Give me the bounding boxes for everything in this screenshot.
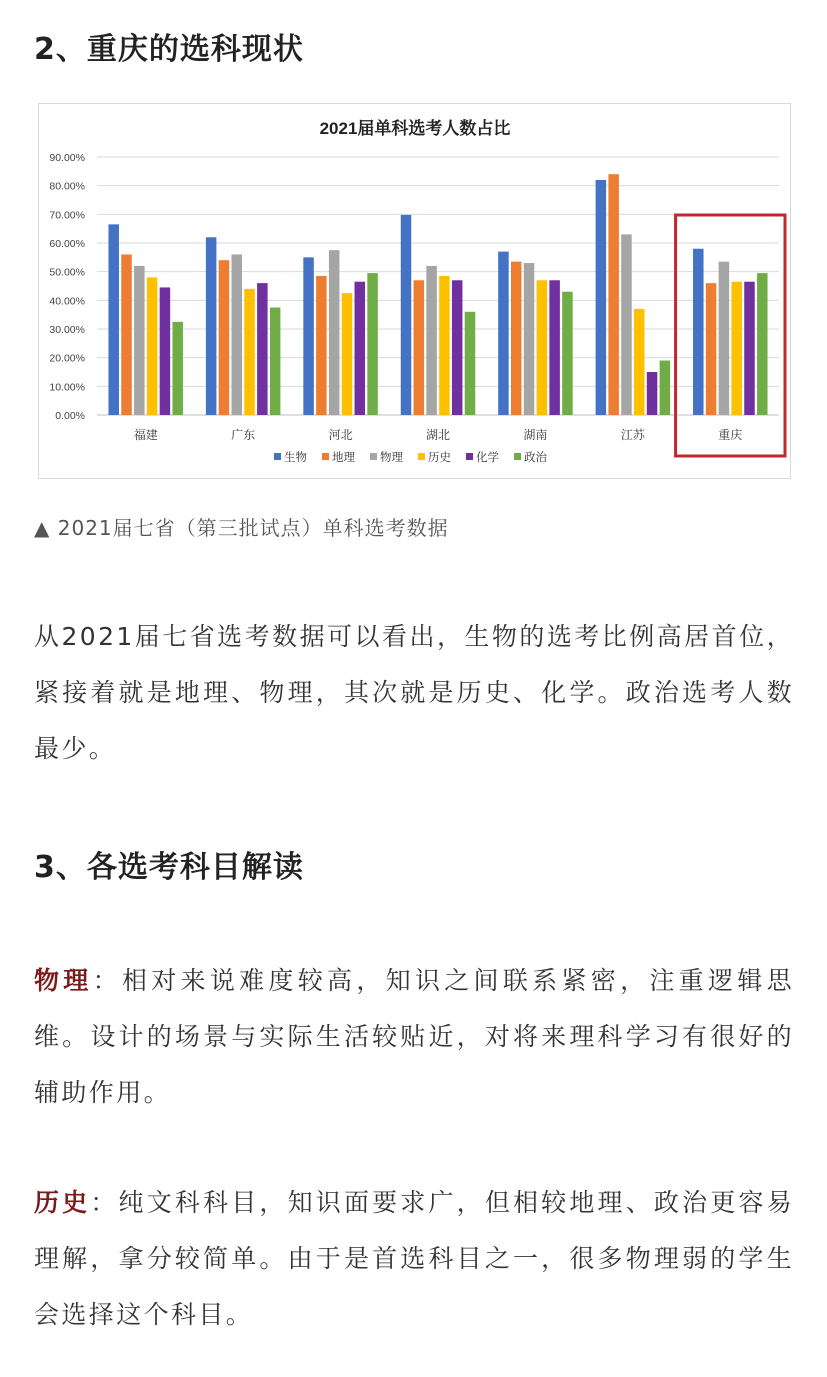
bar (303, 257, 314, 415)
chart-svg (39, 104, 792, 480)
bar (596, 180, 607, 415)
bar (744, 282, 755, 415)
bar (608, 174, 619, 415)
bar (257, 283, 268, 415)
bar (355, 282, 366, 415)
y-tick-label: 90.00% (49, 152, 85, 164)
bar (524, 263, 535, 415)
bar (537, 280, 548, 415)
y-tick-label: 50.00% (49, 266, 85, 279)
history-description: ：纯文科科目，知识面要求广，但相较地理、政治更容易理解，拿分较简单。由于是首选科目之一，很多物理弱的学生会选择这个科目。 (34, 1188, 794, 1329)
bar (121, 254, 132, 415)
bar (342, 293, 353, 415)
legend-label: 物理 (380, 450, 403, 464)
legend-swatch (418, 453, 425, 460)
y-tick-label: 80.00% (49, 180, 85, 193)
category-label: 河北 (328, 428, 353, 442)
legend-label: 历史 (428, 450, 451, 464)
bar (108, 224, 119, 415)
bar (231, 254, 242, 415)
bar (426, 266, 437, 415)
physics-term: 物理 (34, 966, 93, 995)
physics-paragraph (34, 953, 794, 1121)
chart-caption: ▲ 2021届七省（第三批试点）单科选考数据 (34, 516, 449, 540)
bar (562, 292, 573, 415)
bar (329, 250, 340, 415)
legend-label: 地理 (332, 450, 355, 464)
bar (634, 309, 645, 415)
bar (270, 308, 281, 416)
bar (549, 280, 560, 415)
bar (134, 266, 145, 415)
bar (414, 280, 425, 415)
bar (719, 262, 730, 415)
legend-label: 化学 (476, 450, 499, 464)
legend-swatch (514, 453, 521, 460)
category-label: 湖南 (523, 428, 548, 442)
bar (316, 276, 327, 415)
legend-swatch (466, 453, 473, 460)
bar (452, 280, 463, 415)
section-heading-3: 3、各选考科目解读 (34, 850, 304, 885)
y-tick-label: 70.00% (49, 209, 85, 222)
bar (172, 322, 183, 415)
y-tick-label: 40.00% (49, 295, 85, 308)
bar (706, 283, 717, 415)
bar (401, 215, 412, 415)
history-paragraph (34, 1175, 794, 1343)
legend-swatch (370, 453, 377, 460)
legend-swatch (322, 453, 329, 460)
chart-title: 2021届单科选考人数占比 (319, 119, 511, 138)
y-tick-label: 0.00% (55, 410, 85, 422)
bar (206, 237, 217, 415)
bar (693, 249, 704, 415)
category-label: 湖北 (425, 428, 451, 442)
section-heading-2: 2、重庆的选科现状 (34, 32, 304, 67)
bar (244, 289, 255, 415)
physics-description: ：相对来说难度较高，知识之间联系紧密，注重逻辑思维。设计的场景与实际生活较贴近，对将来理科学习有很好的辅助作用。 (34, 966, 794, 1107)
bar (511, 262, 522, 415)
bar (731, 282, 742, 415)
y-tick-label: 20.00% (49, 352, 85, 365)
bar (465, 312, 476, 415)
highlight-box (676, 215, 785, 456)
category-label: 广东 (231, 428, 256, 442)
bar (219, 260, 230, 415)
category-label: 江苏 (620, 428, 645, 442)
bar (621, 234, 632, 415)
bar-chart (38, 103, 791, 479)
bar (647, 372, 658, 415)
bar (160, 287, 171, 415)
category-label: 福建 (133, 428, 158, 442)
summary-paragraph: 从2021届七省选考数据可以看出，生物的选考比例高居首位，紧接着就是地理、物理，其次就是历史、化学。政治选考人数最少。 (34, 622, 794, 763)
y-tick-label: 30.00% (49, 324, 85, 336)
legend-label: 政治 (524, 450, 547, 464)
bar (757, 273, 768, 415)
legend-label: 生物 (284, 450, 307, 464)
history-term: 历史 (34, 1188, 91, 1217)
bar (439, 276, 450, 415)
y-tick-label: 10.00% (49, 381, 85, 394)
bar (367, 273, 378, 415)
legend-swatch (274, 453, 281, 460)
y-tick-label: 60.00% (49, 238, 85, 250)
bar (147, 277, 158, 415)
category-label: 重庆 (718, 428, 743, 442)
bar (660, 361, 671, 415)
bar (498, 252, 509, 415)
